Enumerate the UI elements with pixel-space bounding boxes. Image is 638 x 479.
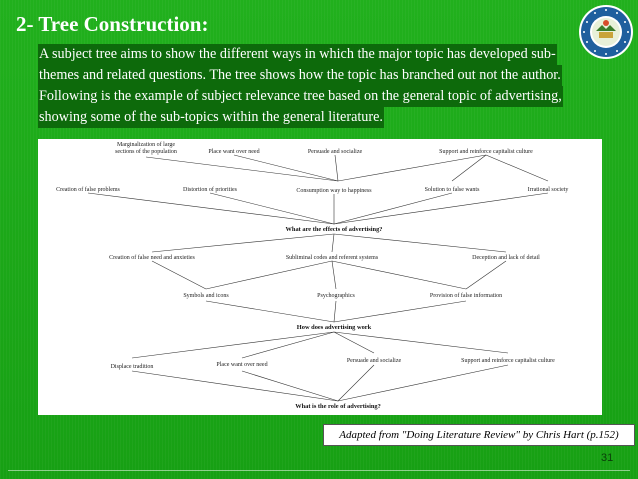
tree-question-node: How does advertising work [296,324,372,331]
relevance-tree-diagram [38,139,602,415]
tree-edge [335,155,338,181]
tree-edge [334,332,374,353]
tree-node: Persuade and socialize [346,358,402,364]
tree-node: Distortion of priorities [183,187,237,193]
tree-edge [206,301,334,322]
tree-edge [234,155,338,181]
tree-edge [334,234,506,252]
paragraph-line: Following is the example of subject relevance tree based on the general topic of advertising, [38,86,563,107]
tree-edge [338,365,508,401]
tree-node: Irrational society [527,187,569,193]
tree-edge [88,193,334,224]
tree-node: Creation of false need and anxieties [109,255,195,261]
tree-node: Psychographics [317,293,355,299]
tree-edge [486,155,548,181]
tree-edge [206,261,332,289]
tree-question-node: What are the effects of advertising? [285,226,383,233]
tree-node: Solution to false wants [424,187,480,193]
tree-edge [334,301,466,322]
slide-title: 2- Tree Construction: [16,12,209,36]
tree-edge [334,193,452,224]
tree-node: Support and reinforce capitalist culture [439,149,533,155]
intro-paragraph [38,44,618,128]
relevance-tree-figure [38,139,602,415]
tree-node: Creation of false problems [56,187,120,193]
tree-node: Consumption way to happiness [296,188,372,194]
tree-edge [242,371,338,401]
paragraph-line: A subject tree aims to show the different ways in which the major topic has developed sub- [38,44,557,65]
tree-node: Support and reinforce capitalist culture [461,358,555,364]
tree-node: Deception and lack of detail [472,255,540,261]
tree-node: Place want over need [216,362,268,368]
tree-node: sections of the population [115,149,177,155]
tree-edge [452,155,486,181]
tree-node: Provision of false information [429,293,503,299]
tree-edge [332,261,466,289]
tree-edge [466,261,506,289]
tree-edge [152,234,334,252]
tree-edge [242,332,334,358]
paragraph-line: themes and related questions. The tree shows how the topic has branched out not the author. [38,65,562,86]
tree-edge [338,365,374,401]
tree-node: Place want over need [208,149,260,155]
paragraph-line: showing some of the sub-topics within the general literature. [38,107,384,128]
tree-edge [146,157,338,181]
tree-node: Marginalization of large [116,142,176,148]
page-number: 31 [601,452,614,464]
tree-node: Persuade and socialize [307,149,363,155]
tree-edge [132,371,338,401]
tree-question-node: What is the role of advertising? [295,403,381,410]
tree-node: Symbols and icons [183,293,229,299]
tree-edge [334,193,548,224]
tree-node: Displace tradition [110,364,154,370]
tree-edge [332,261,336,289]
tree-edge [152,261,206,289]
tree-edge [334,332,508,353]
footer-divider [8,470,630,471]
figure-caption: Adapted from "Doing Literature Review" by Chris Hart (p.152) [323,424,635,446]
tree-edge [338,155,486,181]
tree-edge [132,332,334,358]
tree-edge [332,234,334,252]
tree-edge [210,193,334,224]
tree-node: Subliminal codes and referent systems [285,255,379,261]
tree-edge [334,301,336,322]
